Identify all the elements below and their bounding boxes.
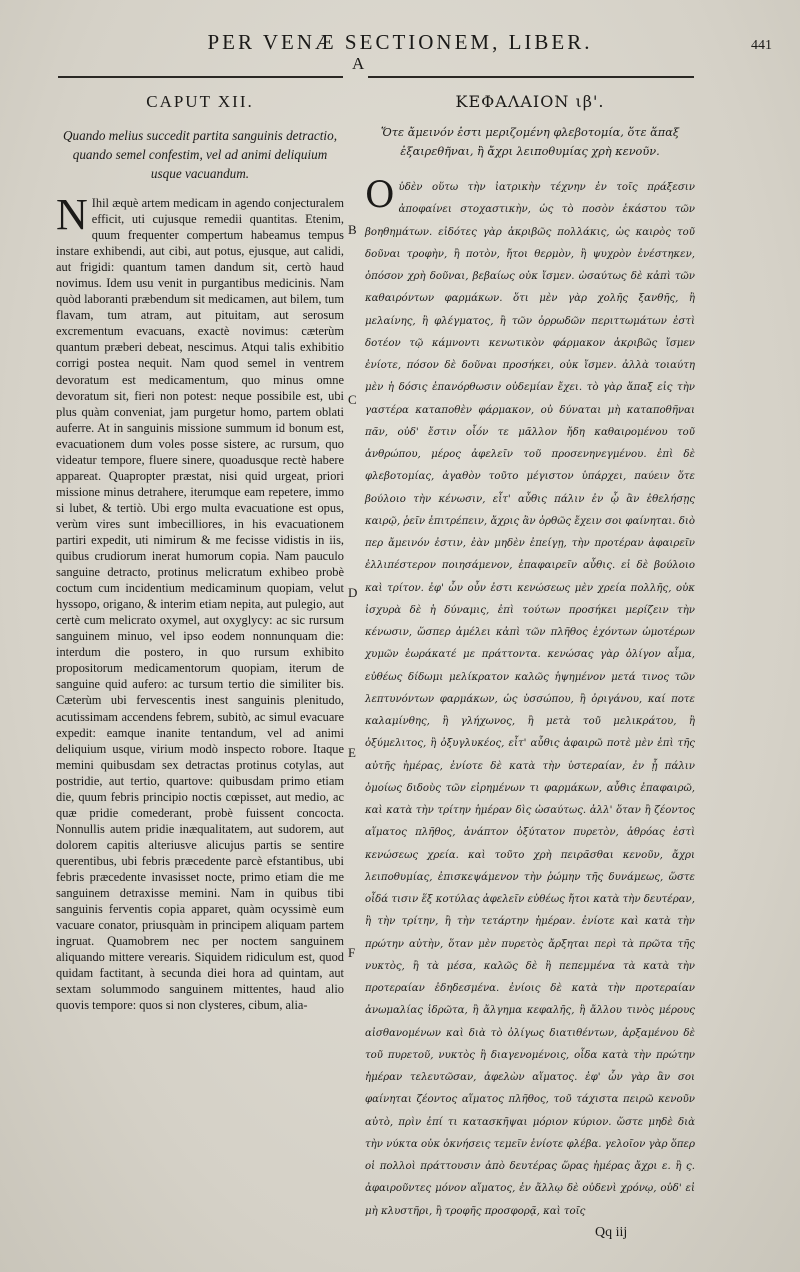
- greek-subtitle: Ὅτε ἄμεινόν ἐστι μεριζομένη φλεβοτομία, ὅτε ἅπαξ ἐξαιρεθῆναι, ἢ ἄχρι λειποθυμίας χρὴ κενοῦν.: [380, 126, 680, 158]
- latin-subtitle: Quando melius succedit partita sanguinis detractio, quando semel confestim, vel ad animi deliquium usque vacuandum.: [63, 128, 337, 181]
- footer-signature: Qq iij: [595, 1225, 628, 1240]
- greek-column: [365, 92, 695, 1223]
- running-title: PER VENÆ SECTIONEM, LIBER.: [207, 30, 593, 54]
- latin-drop-cap: N: [56, 190, 88, 239]
- margin-letter-f: F: [348, 945, 356, 960]
- latin-column: [56, 92, 344, 1013]
- page-number: 441: [751, 38, 772, 53]
- margin-letter-d: D: [348, 585, 358, 600]
- greek-chapter-title: ΚΕΦΑΛΑΙΟΝ ιβ'.: [455, 92, 605, 111]
- header-rule-left: [58, 76, 343, 78]
- greek-drop-cap: Ο: [365, 175, 395, 216]
- margin-letter-c: C: [348, 392, 357, 407]
- latin-chapter-title: CAPUT XII.: [146, 92, 254, 111]
- greek-body: [365, 177, 695, 1223]
- margin-letter-b: B: [348, 222, 357, 237]
- greek-body-text: ὐδὲν οὕτω τὴν ἰατρικὴν τέχνην ἐν τοῖς πράξεσιν ἀποφαίνει στοχαστικὴν, ὡς τὸ ποσὸν ἑκάστου τῶν βοηθημάτων. εἰδότες γὰρ ἀκριβῶς πολλάκις, ὡς καιρὸς τοῦ δοῦναι τροφὴν, ἢ ποτὸν, ἤτοι θερμὸν, ἢ ψυχρὸν ἐνέστηκεν, ὁπόσον χρὴ δοῦναι, βεβαίως οὐκ ἴσμεν. ὡσαύτως δὲ κἀπὶ τῶν καθαιρόντων φαρμάκων. ὅτι μὲν γὰρ χολῆς ξανθῆς, ἢ μελαίνης, ἢ φλέγματος, ἢ τῶν ὀρρωδῶν περιττωμάτων ἐστὶ δοτέον τῷ κάμνοντι κενωτικὸν φάρμακον ἀκριβῶς ἴσμεν ἐνίοτε, πόσον δὲ δοῦναι προσήκει, οὐκ ἴσμεν. ἀλλὰ τοιαύτη μὲν ἡ δόσις ἐπανόρθωσιν οὐδεμίαν ἔχει. τὸ γὰρ ἅπαξ εἰς τὴν γαστέρα καταποθὲν φάρμακον, οὐ δύναται μὴ καταποθῆναι πᾶν, οὐδ' ἔστιν οἷόν τε μᾶλλον ἤδη καθαιρομένου τοῦ ἀνθρώπου, μέρος ἀφελεῖν τοῦ προσενηνεγμένου. ἐπὶ δὲ φλεβοτομίας, ἀγαθὸν τοῦτο μέγιστον ὑπάρχει, παύειν ὅτε βούλοιο τὴν κένωσιν, εἶτ' αὖθις πάλιν ἐν ᾧ ἂν ἐθελήσῃς καιρῷ, ῥεῖν ἐπιτρέπειν, ἄχρις ἂν ὀρθῶς ἔχειν σοι φαίνηται. διὸ περ ἄμεινόν ἐστιν, ἐὰν μηδὲν ἐπείγῃ, τὴν προτέραν ἀφαιρεῖν ἐλλιπέστερον ποιησάμενον, ἐπαφαιρεῖν αὖθις. εἰ δὲ βούλοιο καὶ τρίτον. ἐφ' ὧν οὖν ἐστι κενώσεως μὲν χρεία πολλῆς, οὐκ ἰσχυρὰ δὲ ἡ δύναμις, ἐπὶ τούτων προσήκει μερίζειν τὴν κένωσιν, ὥσπερ ἀμέλει κἀπὶ τῶν πλῆθος ἐχόντων ὠμοτέρων χυμῶν ἑωράκατέ με πράττοντα. κενώσας γὰρ ὀλίγον αἷμα, εὐθέως δίδωμι μελίκρατον καλῶς ἡψημένον μετά τινος τῶν λεπτυνόντων φαρμάκων, ὡς ὑσσώπου, ἢ ὀριγάνου, καί ποτε καλαμίνθης, ἢ γλήχωνος, ἢ μετὰ τοῦ μελικράτου, ἢ ὀξύμελιτος, ἢ ὀξυγλυκέος, εἶτ' αὖθις ἀφαιρῶ ποτὲ μὲν ἐπὶ τῆς αὐτῆς ἡμέρας, ἐνίοτε δὲ κατὰ τὴν ὑστεραίαν, ἐν ᾗ πάλιν ὁμοίως διδοὺς τῶν εἰρημένων τι φαρμάκων, αὖθις ἐπαφαιρῶ, καὶ κατὰ τὴν τρίτην ἡμέραν δὶς ὡσαύτως. ἀλλ' ὅταν ἢ ζέοντος αἵματος πλῆθος, ἀνάπτον ὀξύτατον πυρετὸν, ἀθρόας ἐστὶ κενώσεως χρεία. καὶ τοῦτο χρὴ πειρᾶσθαι κενοῦν, ἄχρι λειποθυμίας, ἐπισκεψάμενον τὴν ῥώμην τῆς δυνάμεως, ὥστε οἶδά τισιν ἕξ κοτύλας ἀφελεῖν εὐθέως ἤτοι κατὰ τὴν δευτέραν, ἢ τὴν τρίτην, ἢ τὴν τετάρτην ἡμέραν. ἐνίοτε καὶ κατὰ τὴν πρώτην αὐτὴν, ὅταν μὲν πυρετὸς ἄρξηται περὶ τὰ πρῶτα τῆς νυκτὸς, ἢ τὰ μέσα, καλῶς δὲ ἢ πεπεμμένα τὰ κατὰ τὴν προτεραίαν ἐδηδεσμένα. ἐνίοις δὲ κατὰ τὴν προτεραίαν ἀνωμαλίας ἱδρῶτα, ἢ ἄλγημα κεφαλῆς, ἢ ἄλλου τινὸς μέρους αἰσθανομένων καὶ διὰ τὸ ὀλίγως διατιθέντων, ἀρξαμένου δὲ τοῦ πυρετοῦ, νυκτὸς ἢ διαγενομένοις, οἶδα κατὰ τὴν πρώτην ἡμέραν τελευτῶσαν, ἀφελὼν αἵματος. ἐφ' ὧν γὰρ ἂν σοι φαίνηται ζέοντος αἵματος πλῆθος, τοῦ τάχιστα πειρῶ κενοῦν αὐτὸ, πρὶν ἐπί τι κατασκῆψαι μόριον κύριον. ὥστε μηδὲ διὰ τὴν νύκτα οὐκ ὀκνήσεις τεμεῖν ἐνίοτε φλέβα. γελοῖον γὰρ ὅπερ οἱ πολλοὶ πράττουσιν ἀπὸ δευτέρας ὥρας ἡμέρας ἄχρι ε. ἢ ς. ἀφαιροῦντες μόνον αἵματος, ἐν ἄλλῳ δὲ οὐδενὶ χρόνῳ, οὐδ' εἰ μὴ κλυστῆρι, ἢ τροφῆς προσφορᾷ, καὶ τοῖς: [365, 182, 695, 1217]
- header-rule-right: [368, 76, 694, 78]
- margin-letter-e: E: [348, 745, 356, 760]
- latin-body: [56, 190, 344, 1013]
- latin-body-text: Ihil æquè artem medicam in agendo conjecturalem efficit, uti cujusque remedii quantitas. Etenim, quum frequenter compertum habeamus tempus instare exhibendi, aut cibi, aut potus, ejusque, aut calidi, aut frigidi: quantum tamen dandum sit, certò haud novimus. Idem usu venit in purgantibus medicinis. Nam quòd laboranti præbendum sit medicamen, aut bilem, tum flavam, tum atram, aut pituitam, aut serosum excrementum evacuans, exactè novimus: cæterùm quantum præberi debeat, nescimus. Atqui talis exhibitio corrigi postea nequit. Nam quod semel in ventrem devoratum est medicamentum, quo minus omne devoratum sit, fieri non potest: neque possibile est, ubi plus quàm conveniat, jam purgetur homo, partem oblati auferre. At in sanguinis missione summum id bonum est, evacuationem dum voles posse sistere, ac rursum, quo videatur tempore, fluere sinere, quoadusque rectè habere appareat. Quapropter præstat, nisi quid urgeat, priori missione minus detrahere, iterumque eam repetere, immo si lubet, & tertiò. Ubi ergo multa evacuatione est opus, verùm vires sunt imbecilliores, in his evacuationem partiri expedit, uti nimirum & me fecisse vidistis in iis, quibus crudiorum inerat humorum copia. Nam pauculo sanguine detracto, protinus melicratum exhibeo probè coctum cum incidentium medicaminum quopiam, velut hyssopo, origano, & interim etiam nepita, aut pulegio, aut certè cum melicrato oxymel, aut oxyglycy: ac sic rursum sanguinem minuo, vel ipso eodem nonnunquam die: interdum die postero, in quo rursum exhibito propositorum medicamentorum quopiam, iterum de sanguine quid aufero: ac tursum tertio die similiter bis. Cæterùm ubi fervescentis inest sanguinis plenitudo, acutissimam accendens febrem, subitò, ac simul evacuare expedit: eamque inanite tentandum, vel ad animi deliquium usque, virium modò inspecto robore. Itaque memini quibusdam sex detractas protinus cotylas, aut postridie, aut tertio, quartove: quibusdam primo etiam die, quum febris principio noctis cœpisset, aut medio, ac quæ pridie comederant, probè fuissent concocta. Nonnullis autem pridie inæqualitatem, aut sudorem, aut dolorem capitis alteriusve alicujus partis se sentire querentibus, ubi febris præcedente parcè efstantibus, ubi febris præcedente invasisset nocte, primo etiam die me sanguinem detraxisse memini. Nam in quibus tibi sanguinis ferventis copia apparet, quàm ocyssimè eum vacuare conator, priusquàm in principem aliquam partem ingruat. Quamobrem nec per noctem sanguinem aliquando mittere verearis. Siquidem ridiculum est, quod quidam factitant, à secunda diei hora ad quintam, aut sextam solummodo sanguinem mittentes, haud alio quovis tempore: quos si non clysteres, cibum, alia-: [56, 196, 344, 1013]
- signature-letter: A: [352, 54, 365, 73]
